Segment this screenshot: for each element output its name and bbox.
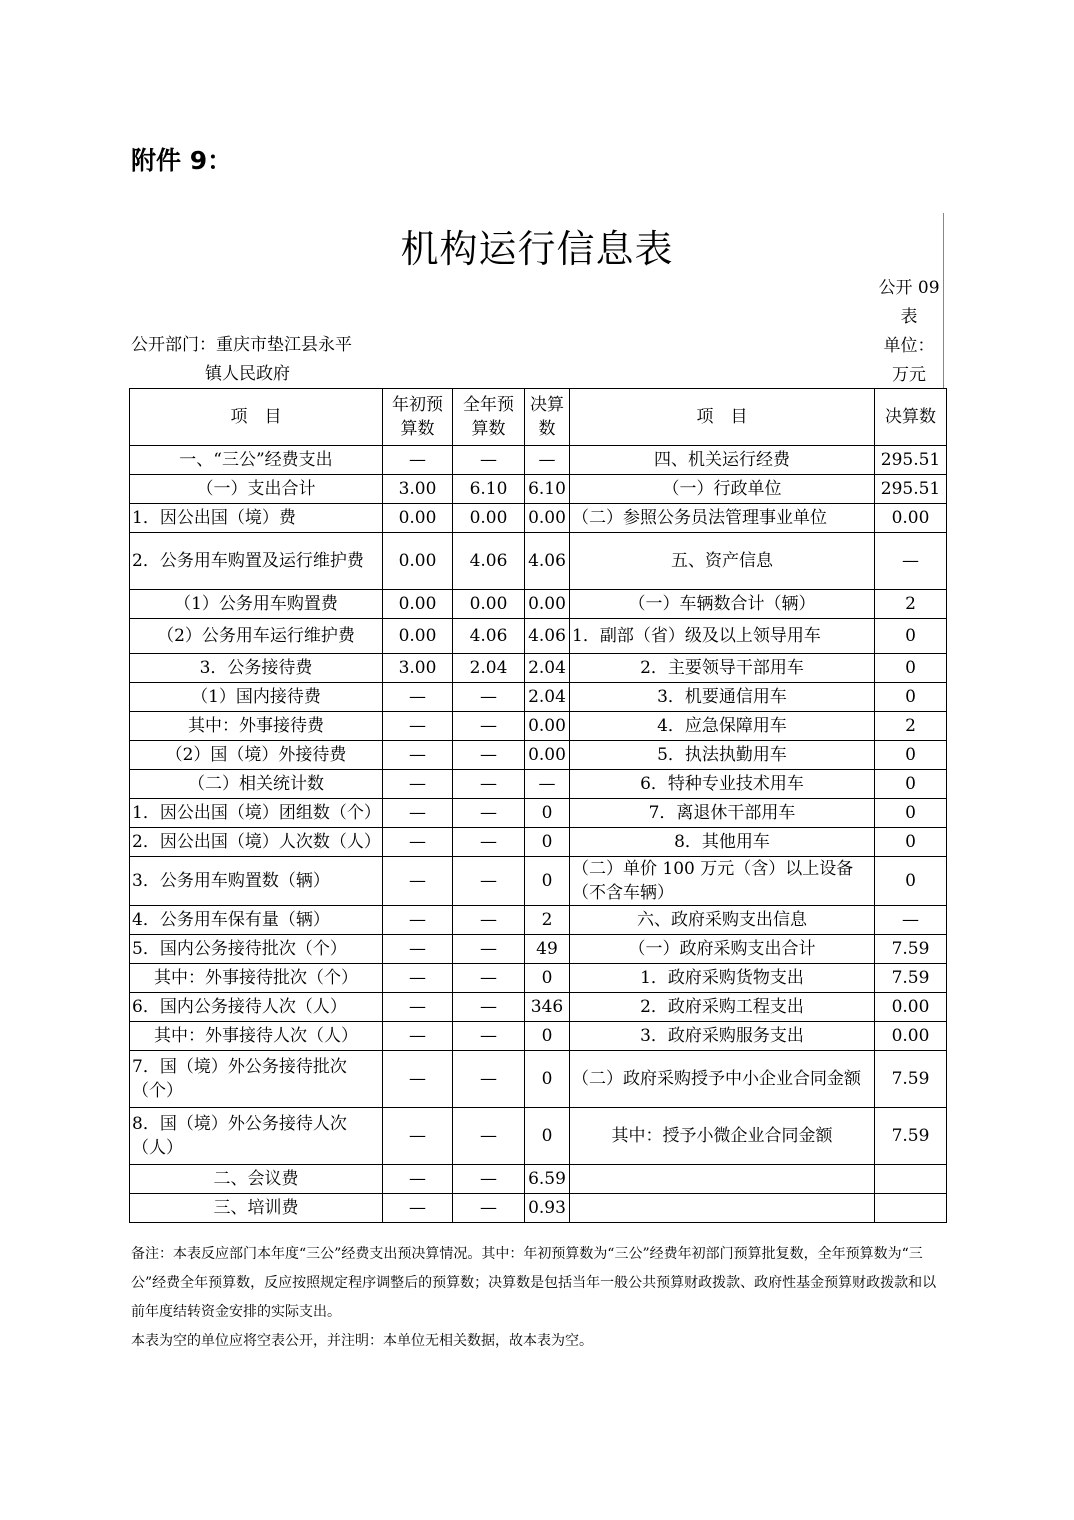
row-label: 其中：外事接待费 [130, 712, 383, 741]
row-label: 3．公务接待费 [130, 654, 383, 683]
table-row [130, 993, 947, 1022]
initial-budget-cell: — [383, 993, 453, 1022]
right-item-label: （一）政府采购支出合计 [570, 935, 875, 964]
header-item-right: 项 目 [570, 389, 875, 446]
final-cell: 4.06 [525, 533, 570, 590]
table-body [130, 446, 947, 1223]
unit-value: 万元 [892, 365, 926, 385]
right-item-label [570, 1165, 875, 1194]
header-row [130, 389, 947, 446]
row-label: （一）支出合计 [130, 475, 383, 504]
department-info [131, 331, 391, 389]
right-final-cell: — [875, 533, 947, 590]
row-label: 7．国（境）外公务接待批次（个） [130, 1051, 383, 1108]
right-final-cell: 0.00 [875, 1022, 947, 1051]
initial-budget-cell: — [383, 1194, 453, 1223]
right-final-cell [875, 1194, 947, 1223]
right-final-cell: 7.59 [875, 935, 947, 964]
right-item-label: （二）政府采购授予中小企业合同金额 [570, 1051, 875, 1108]
row-label: 二、会议费 [130, 1165, 383, 1194]
right-final-cell: 2 [875, 712, 947, 741]
right-item-label: 4．应急保障用车 [570, 712, 875, 741]
right-item-label: 五、资产信息 [570, 533, 875, 590]
right-final-cell [875, 1165, 947, 1194]
right-final-cell: 0 [875, 828, 947, 857]
row-label: 其中：外事接待批次（个） [130, 964, 383, 993]
table-row [130, 828, 947, 857]
right-item-label [570, 1194, 875, 1223]
right-item-label: 1．副部（省）级及以上领导用车 [570, 619, 875, 654]
table-code-line2: 表 [900, 307, 918, 327]
department-line2: 镇人民政府 [205, 364, 290, 384]
header-final: 决算数 [525, 389, 570, 446]
table-row [130, 741, 947, 770]
right-final-cell: 0 [875, 770, 947, 799]
right-item-label: 6．特种专业技术用车 [570, 770, 875, 799]
final-cell: 6.10 [525, 475, 570, 504]
initial-budget-cell: — [383, 799, 453, 828]
row-label: （二）相关统计数 [130, 770, 383, 799]
full-year-budget-cell: — [453, 935, 525, 964]
initial-budget-cell: 3.00 [383, 654, 453, 683]
row-label: 3．公务用车购置数（辆） [130, 857, 383, 906]
table-row [130, 770, 947, 799]
table-row [130, 619, 947, 654]
final-cell: 0 [525, 1022, 570, 1051]
full-year-budget-cell: — [453, 741, 525, 770]
department-line1: 公开部门：重庆市垫江县永平 [131, 335, 352, 355]
initial-budget-cell: 0.00 [383, 533, 453, 590]
table-row [130, 712, 947, 741]
table-row [130, 1022, 947, 1051]
final-cell: 0.00 [525, 741, 570, 770]
full-year-budget-cell: — [453, 964, 525, 993]
full-year-budget-cell: — [453, 993, 525, 1022]
table-row [130, 964, 947, 993]
full-year-budget-cell: — [453, 1051, 525, 1108]
full-year-budget-cell: — [453, 1022, 525, 1051]
table-row [130, 533, 947, 590]
table-code-line1: 公开 09 [878, 278, 940, 298]
right-final-cell: 7.59 [875, 1108, 947, 1165]
right-final-cell: 0 [875, 799, 947, 828]
row-label: （1）国内接待费 [130, 683, 383, 712]
header-final-right: 决算数 [875, 389, 947, 446]
final-cell: 49 [525, 935, 570, 964]
final-cell: 0.00 [525, 590, 570, 619]
full-year-budget-cell: 4.06 [453, 533, 525, 590]
final-cell: 0.00 [525, 712, 570, 741]
info-table [129, 388, 947, 1223]
row-label: 4．公务用车保有量（辆） [130, 906, 383, 935]
full-year-budget-cell: — [453, 1108, 525, 1165]
full-year-budget-cell: — [453, 446, 525, 475]
right-item-label: （二）参照公务员法管理事业单位 [570, 504, 875, 533]
final-cell: 6.59 [525, 1165, 570, 1194]
right-final-cell: 0 [875, 683, 947, 712]
header-item: 项 目 [130, 389, 383, 446]
row-label: （2）公务用车运行维护费 [130, 619, 383, 654]
table-row [130, 1165, 947, 1194]
final-cell: 0 [525, 1108, 570, 1165]
header-initial-budget: 年初预算数 [383, 389, 453, 446]
final-cell: 0 [525, 1051, 570, 1108]
table-code-unit [872, 274, 946, 390]
final-cell: 2.04 [525, 683, 570, 712]
row-label: （1）公务用车购置费 [130, 590, 383, 619]
header-full-year-budget: 全年预算数 [453, 389, 525, 446]
initial-budget-cell: 0.00 [383, 619, 453, 654]
full-year-budget-cell: — [453, 857, 525, 906]
initial-budget-cell: — [383, 683, 453, 712]
right-item-label: 3．政府采购服务支出 [570, 1022, 875, 1051]
full-year-budget-cell: — [453, 799, 525, 828]
table-row [130, 475, 947, 504]
final-cell: 0 [525, 964, 570, 993]
unit-label: 单位： [883, 336, 935, 356]
initial-budget-cell: — [383, 857, 453, 906]
full-year-budget-cell: 0.00 [453, 590, 525, 619]
row-label: 2．因公出国（境）人次数（人） [130, 828, 383, 857]
initial-budget-cell: — [383, 1022, 453, 1051]
right-final-cell: 7.59 [875, 964, 947, 993]
full-year-budget-cell: — [453, 828, 525, 857]
initial-budget-cell: — [383, 712, 453, 741]
page-title: 机构运行信息表 [400, 227, 674, 271]
final-cell: 0 [525, 799, 570, 828]
right-item-label: 5．执法执勤用车 [570, 741, 875, 770]
initial-budget-cell: — [383, 828, 453, 857]
table-row [130, 1194, 947, 1223]
full-year-budget-cell: — [453, 683, 525, 712]
initial-budget-cell: — [383, 446, 453, 475]
full-year-budget-cell: — [453, 1194, 525, 1223]
final-cell: 0 [525, 857, 570, 906]
full-year-budget-cell: 0.00 [453, 504, 525, 533]
initial-budget-cell: — [383, 770, 453, 799]
initial-budget-cell: — [383, 1051, 453, 1108]
right-item-label: 1．政府采购货物支出 [570, 964, 875, 993]
right-final-cell: 0 [875, 741, 947, 770]
full-year-budget-cell: 2.04 [453, 654, 525, 683]
table-row [130, 504, 947, 533]
right-final-cell: 2 [875, 590, 947, 619]
initial-budget-cell: 0.00 [383, 590, 453, 619]
table-row [130, 935, 947, 964]
table-row [130, 683, 947, 712]
notes [131, 1240, 946, 1356]
initial-budget-cell: — [383, 1108, 453, 1165]
initial-budget-cell: — [383, 906, 453, 935]
right-final-cell: 0.00 [875, 504, 947, 533]
full-year-budget-cell: — [453, 1165, 525, 1194]
final-cell: 0.00 [525, 504, 570, 533]
final-cell: 2.04 [525, 654, 570, 683]
right-item-label: 8．其他用车 [570, 828, 875, 857]
final-cell: 346 [525, 993, 570, 1022]
final-cell: 4.06 [525, 619, 570, 654]
right-item-label: （一）行政单位 [570, 475, 875, 504]
initial-budget-cell: 3.00 [383, 475, 453, 504]
table-row [130, 857, 947, 906]
right-final-cell: 0 [875, 857, 947, 906]
table-row [130, 590, 947, 619]
full-year-budget-cell: — [453, 712, 525, 741]
initial-budget-cell: 0.00 [383, 504, 453, 533]
full-year-budget-cell: — [453, 906, 525, 935]
right-final-cell: 0 [875, 654, 947, 683]
right-item-label: 其中：授予小微企业合同金额 [570, 1108, 875, 1165]
right-item-label: 六、政府采购支出信息 [570, 906, 875, 935]
row-label: 5．国内公务接待批次（个） [130, 935, 383, 964]
right-final-cell: — [875, 906, 947, 935]
final-cell: 2 [525, 906, 570, 935]
row-label: 一、“三公”经费支出 [130, 446, 383, 475]
right-item-label: 3．机要通信用车 [570, 683, 875, 712]
row-label: 2．公务用车购置及运行维护费 [130, 533, 383, 590]
row-label: 6．国内公务接待人次（人） [130, 993, 383, 1022]
right-item-label: （二）单价 100 万元（含）以上设备（不含车辆） [570, 857, 875, 906]
right-final-cell: 295.51 [875, 475, 947, 504]
final-cell: 0 [525, 828, 570, 857]
row-label: 三、培训费 [130, 1194, 383, 1223]
table-row [130, 446, 947, 475]
right-item-label: （一）车辆数合计（辆） [570, 590, 875, 619]
row-label: 1．因公出国（境）费 [130, 504, 383, 533]
final-cell: 0.93 [525, 1194, 570, 1223]
right-final-cell: 0 [875, 619, 947, 654]
right-final-cell: 295.51 [875, 446, 947, 475]
row-label: 其中：外事接待人次（人） [130, 1022, 383, 1051]
table-row [130, 906, 947, 935]
row-label: 1．因公出国（境）团组数（个） [130, 799, 383, 828]
right-item-label: 7．离退休干部用车 [570, 799, 875, 828]
final-cell: — [525, 446, 570, 475]
right-final-cell: 0.00 [875, 993, 947, 1022]
note-empty-table: 本表为空的单位应将空表公开，并注明：本单位无相关数据，故本表为空。 [131, 1333, 593, 1349]
full-year-budget-cell: — [453, 770, 525, 799]
initial-budget-cell: — [383, 1165, 453, 1194]
right-item-label: 2．政府采购工程支出 [570, 993, 875, 1022]
note-remark: 备注：本表反应部门本年度“三公”经费支出预决算情况。其中：年初预算数为“三公”经费年初部门预算批复数，全年预算数为“三公”经费全年预算数，反应按照规定程序调整后的预算数；决算数是包括当年一般公共预算财政拨款、政府性基金预算财政拨款和以前年度结转资金安排的实际支出。 [131, 1246, 937, 1320]
initial-budget-cell: — [383, 964, 453, 993]
table-row [130, 1051, 947, 1108]
table-row [130, 799, 947, 828]
right-item-label: 2．主要领导干部用车 [570, 654, 875, 683]
full-year-budget-cell: 4.06 [453, 619, 525, 654]
final-cell: — [525, 770, 570, 799]
table-row [130, 1108, 947, 1165]
full-year-budget-cell: 6.10 [453, 475, 525, 504]
initial-budget-cell: — [383, 935, 453, 964]
table-row [130, 654, 947, 683]
initial-budget-cell: — [383, 741, 453, 770]
right-item-label: 四、机关运行经费 [570, 446, 875, 475]
right-final-cell: 7.59 [875, 1051, 947, 1108]
attachment-label: 附件 9： [131, 146, 233, 175]
row-label: （2）国（境）外接待费 [130, 741, 383, 770]
row-label: 8．国（境）外公务接待人次（人） [130, 1108, 383, 1165]
